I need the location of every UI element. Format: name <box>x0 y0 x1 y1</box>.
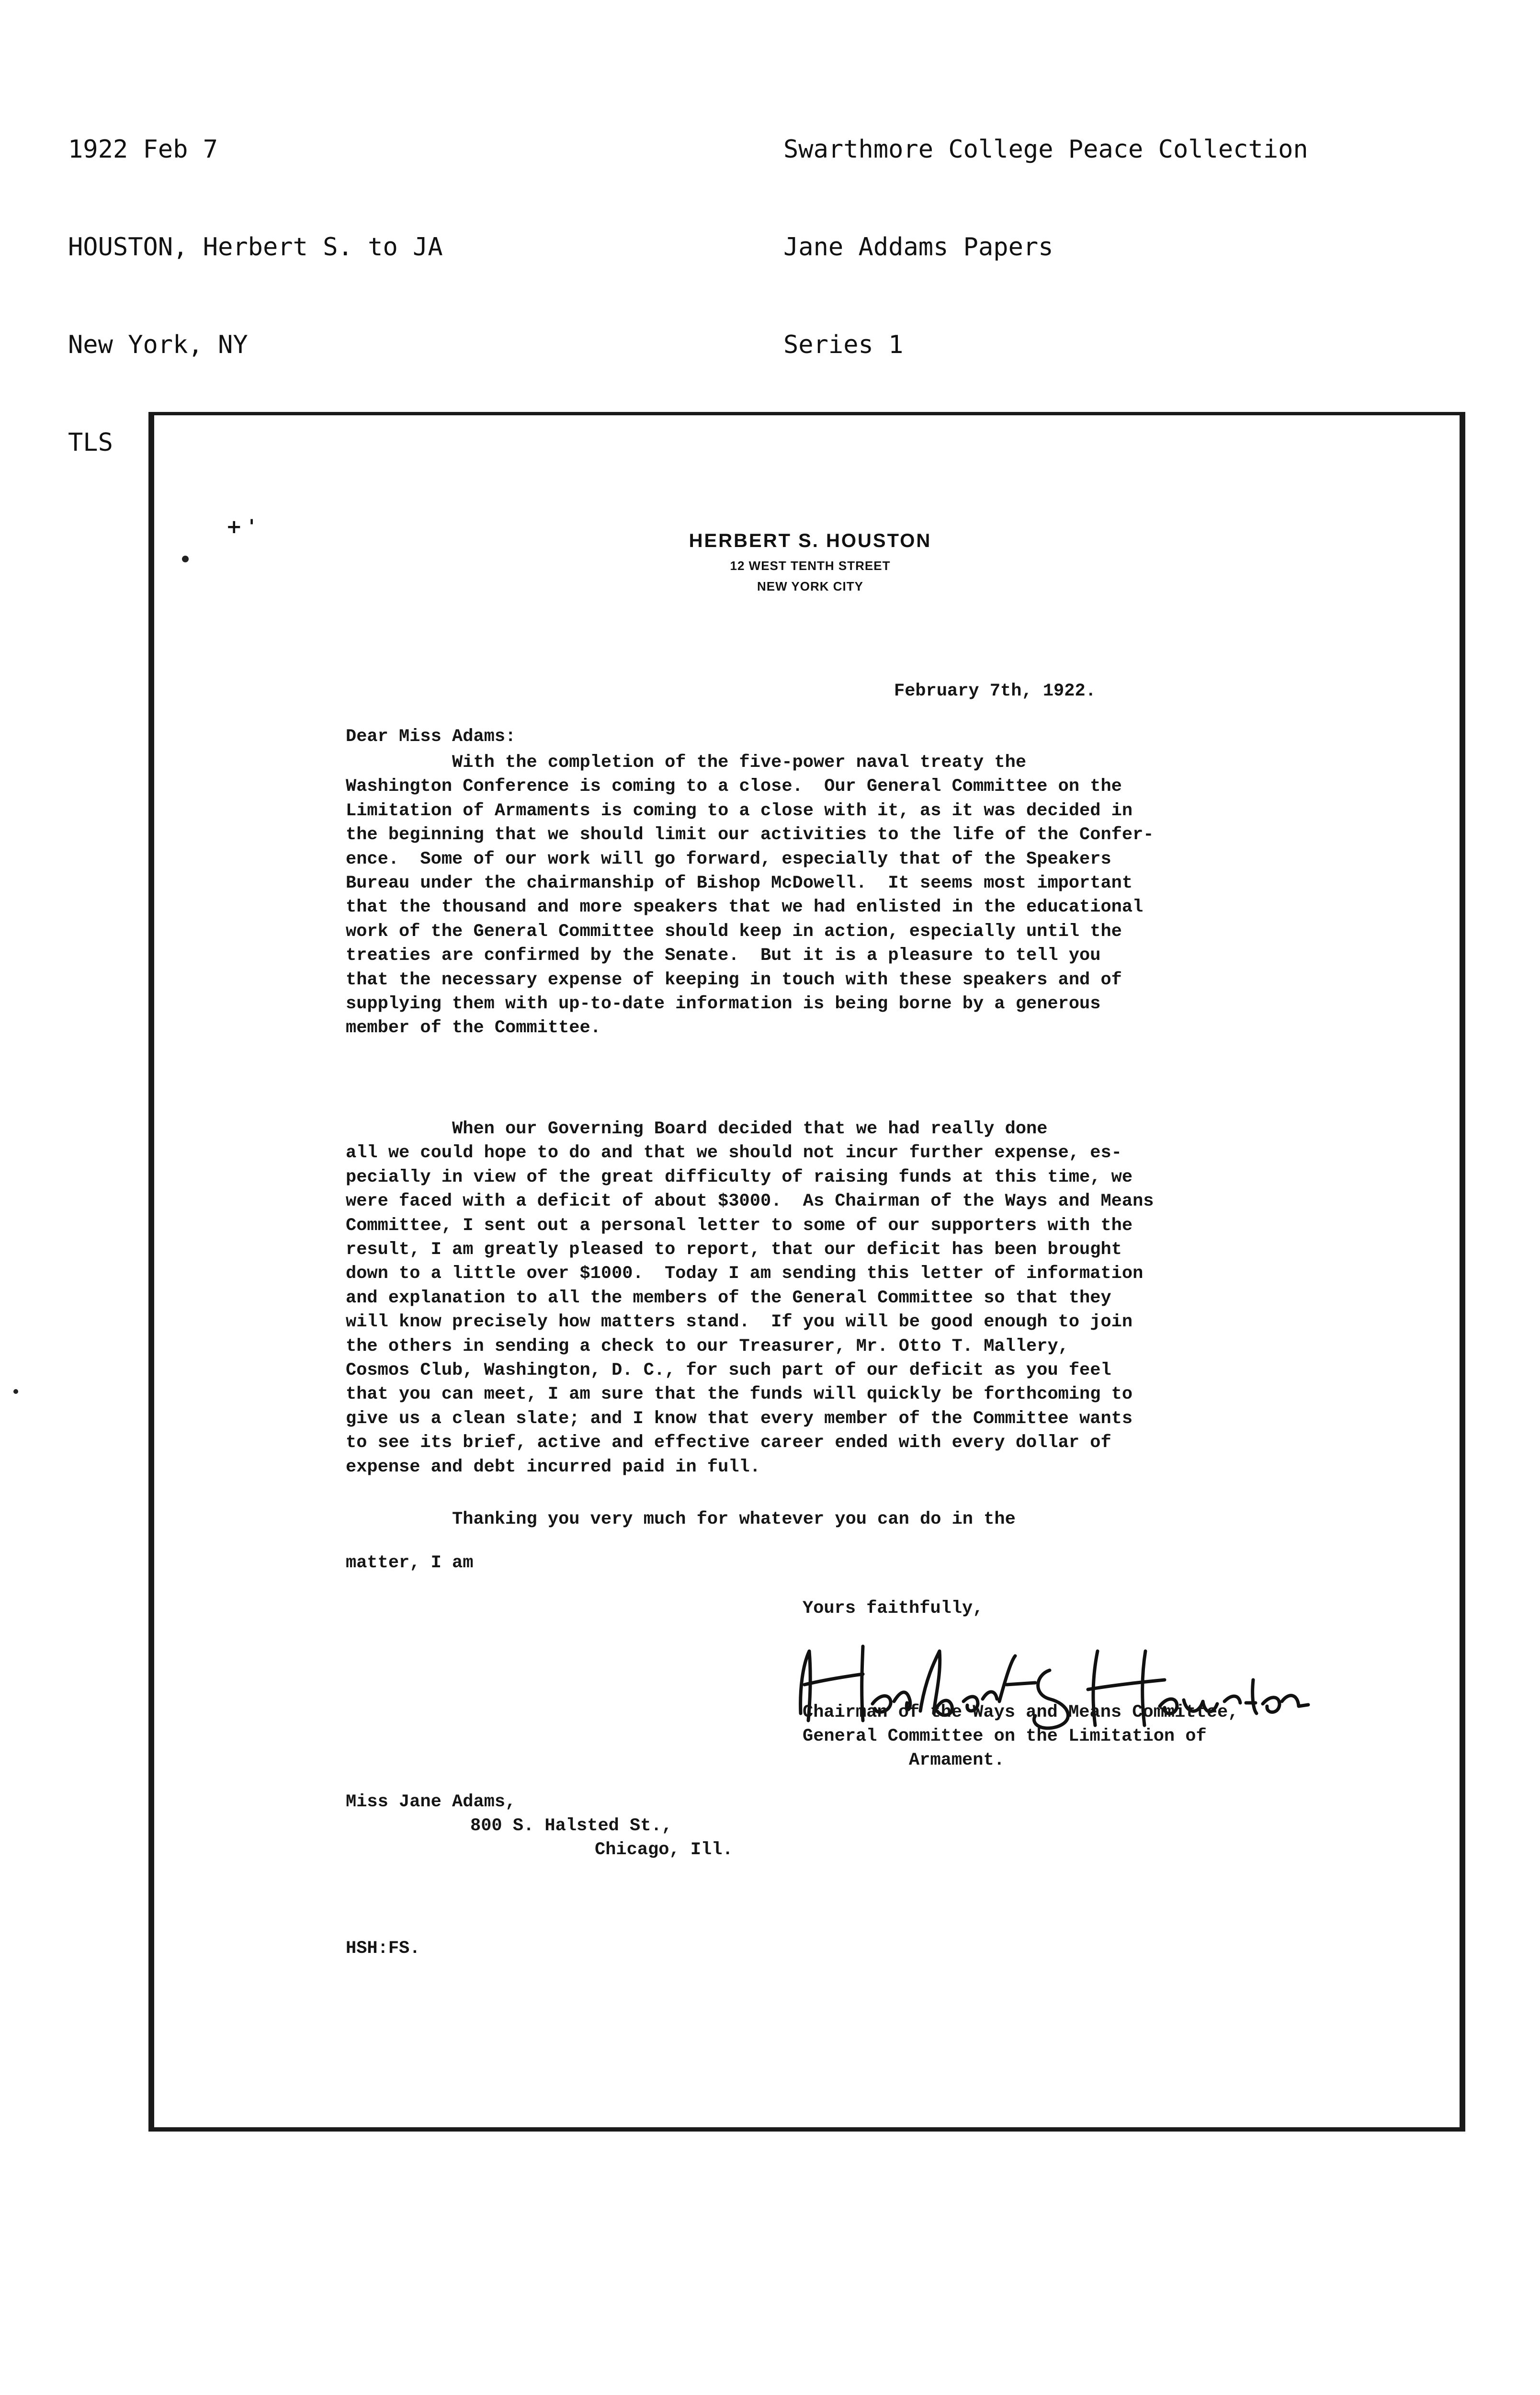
text-line: pecially in view of the great difficulty of raising funds at this time, we <box>346 1167 1133 1187</box>
text-line: were faced with a deficit of about $3000. As Chairman of the Ways and Means <box>346 1191 1154 1212</box>
margin-mark: + ' <box>226 516 255 538</box>
papers-name: Jane Addams Papers <box>783 233 1053 262</box>
recipient-city: Chicago, Ill. <box>595 1840 733 1860</box>
text-line: Cosmos Club, Washington, D. C., for such part of our deficit as you feel <box>346 1360 1111 1381</box>
closing-phrase: matter, I am <box>346 1553 474 1573</box>
text-line: ence. Some of our work will go forward, especially that of the Speakers <box>346 849 1111 869</box>
text-line: give us a clean slate; and I know that every member of the Committee wants <box>346 1408 1133 1429</box>
title-line: Chairman of the Ways and Means Committee, <box>803 1702 1239 1722</box>
recipient-street: 800 S. Halsted St., <box>470 1816 672 1836</box>
text-line: Thanking you very much for whatever you can do in the <box>346 1509 1016 1529</box>
catalog-place: New York, NY <box>68 331 248 359</box>
letter-scan <box>148 412 1465 2132</box>
text-line: that the thousand and more speakers that we had enlisted in the educational <box>346 897 1144 918</box>
text-line: the others in sending a check to our Treasurer, Mr. Otto T. Mallery, <box>346 1336 1069 1357</box>
letterhead-name: HERBERT S. HOUSTON <box>689 530 932 551</box>
scan-speck <box>182 556 189 562</box>
title-line: General Committee on the Limitation of <box>803 1726 1207 1746</box>
text-line: member of the Committee. <box>346 1018 601 1038</box>
text-line: that you can meet, I am sure that the funds will quickly be forthcoming to <box>346 1384 1133 1405</box>
body-paragraph-1 <box>346 751 1154 1040</box>
letterhead <box>633 530 987 594</box>
title-line: Armament. <box>803 1750 1005 1770</box>
text-line: With the completion of the five-power naval treaty the <box>346 753 1027 773</box>
text-line: Washington Conference is coming to a close. Our General Committee on the <box>346 776 1122 797</box>
signer-title <box>803 1700 1238 1772</box>
text-line: Limitation of Armaments is coming to a close with it, as it was decided in <box>346 800 1133 821</box>
scan-speck <box>13 1389 18 1394</box>
text-line: When our Governing Board decided that we had really done <box>346 1119 1048 1139</box>
catalog-info-right <box>783 68 1308 394</box>
collection-name: Swarthmore College Peace Collection <box>783 135 1308 164</box>
text-line: work of the General Committee should keep in action, especially until the <box>346 921 1122 942</box>
letterhead-street: 12 WEST TENTH STREET <box>730 559 891 573</box>
catalog-date: 1922 Feb 7 <box>68 135 218 164</box>
salutation: Dear Miss Adams: <box>346 727 516 747</box>
text-line: and explanation to all the members of the General Committee so that they <box>346 1288 1111 1308</box>
text-line: result, I am greatly pleased to report, that our deficit has been brought <box>346 1240 1122 1260</box>
text-line: expense and debt incurred paid in full. <box>346 1457 760 1477</box>
letterhead-city: NEW YORK CITY <box>757 579 863 593</box>
recipient-name: Miss Jane Adams, <box>346 1792 516 1812</box>
text-line: the beginning that we should limit our activities to the life of the Confer- <box>346 825 1154 845</box>
text-line: all we could hope to do and that we should not incur further expense, es- <box>346 1143 1122 1163</box>
text-line: Bureau under the chairmanship of Bishop McDowell. It seems most important <box>346 873 1133 894</box>
text-line: treaties are confirmed by the Senate. But it is a pleasure to tell you <box>346 946 1101 966</box>
series-name: Series 1 <box>783 331 904 359</box>
letter-date: February 7th, 1922. <box>894 681 1096 701</box>
text-line: to see its brief, active and effective career ended with every dollar of <box>346 1433 1111 1453</box>
catalog-doc-type: TLS <box>68 428 113 457</box>
recipient-address <box>346 1790 733 1862</box>
text-line: will know precisely how matters stand. If you will be good enough to join <box>346 1312 1133 1333</box>
catalog-correspondents: HOUSTON, Herbert S. to JA <box>68 233 443 262</box>
text-line: Committee, I sent out a personal letter to some of our supporters with the <box>346 1215 1133 1236</box>
text-line: supplying them with up-to-date information is being borne by a generous <box>346 994 1101 1015</box>
text-line: down to a little over $1000. Today I am sending this letter of information <box>346 1264 1144 1284</box>
reference-initials: HSH:FS. <box>346 1939 420 1959</box>
text-line: that the necessary expense of keeping in touch with these speakers and of <box>346 969 1122 990</box>
body-paragraph-3 <box>346 1507 1016 1531</box>
sign-off: Yours faithfully, <box>803 1598 984 1619</box>
body-paragraph-2 <box>346 1117 1154 1479</box>
